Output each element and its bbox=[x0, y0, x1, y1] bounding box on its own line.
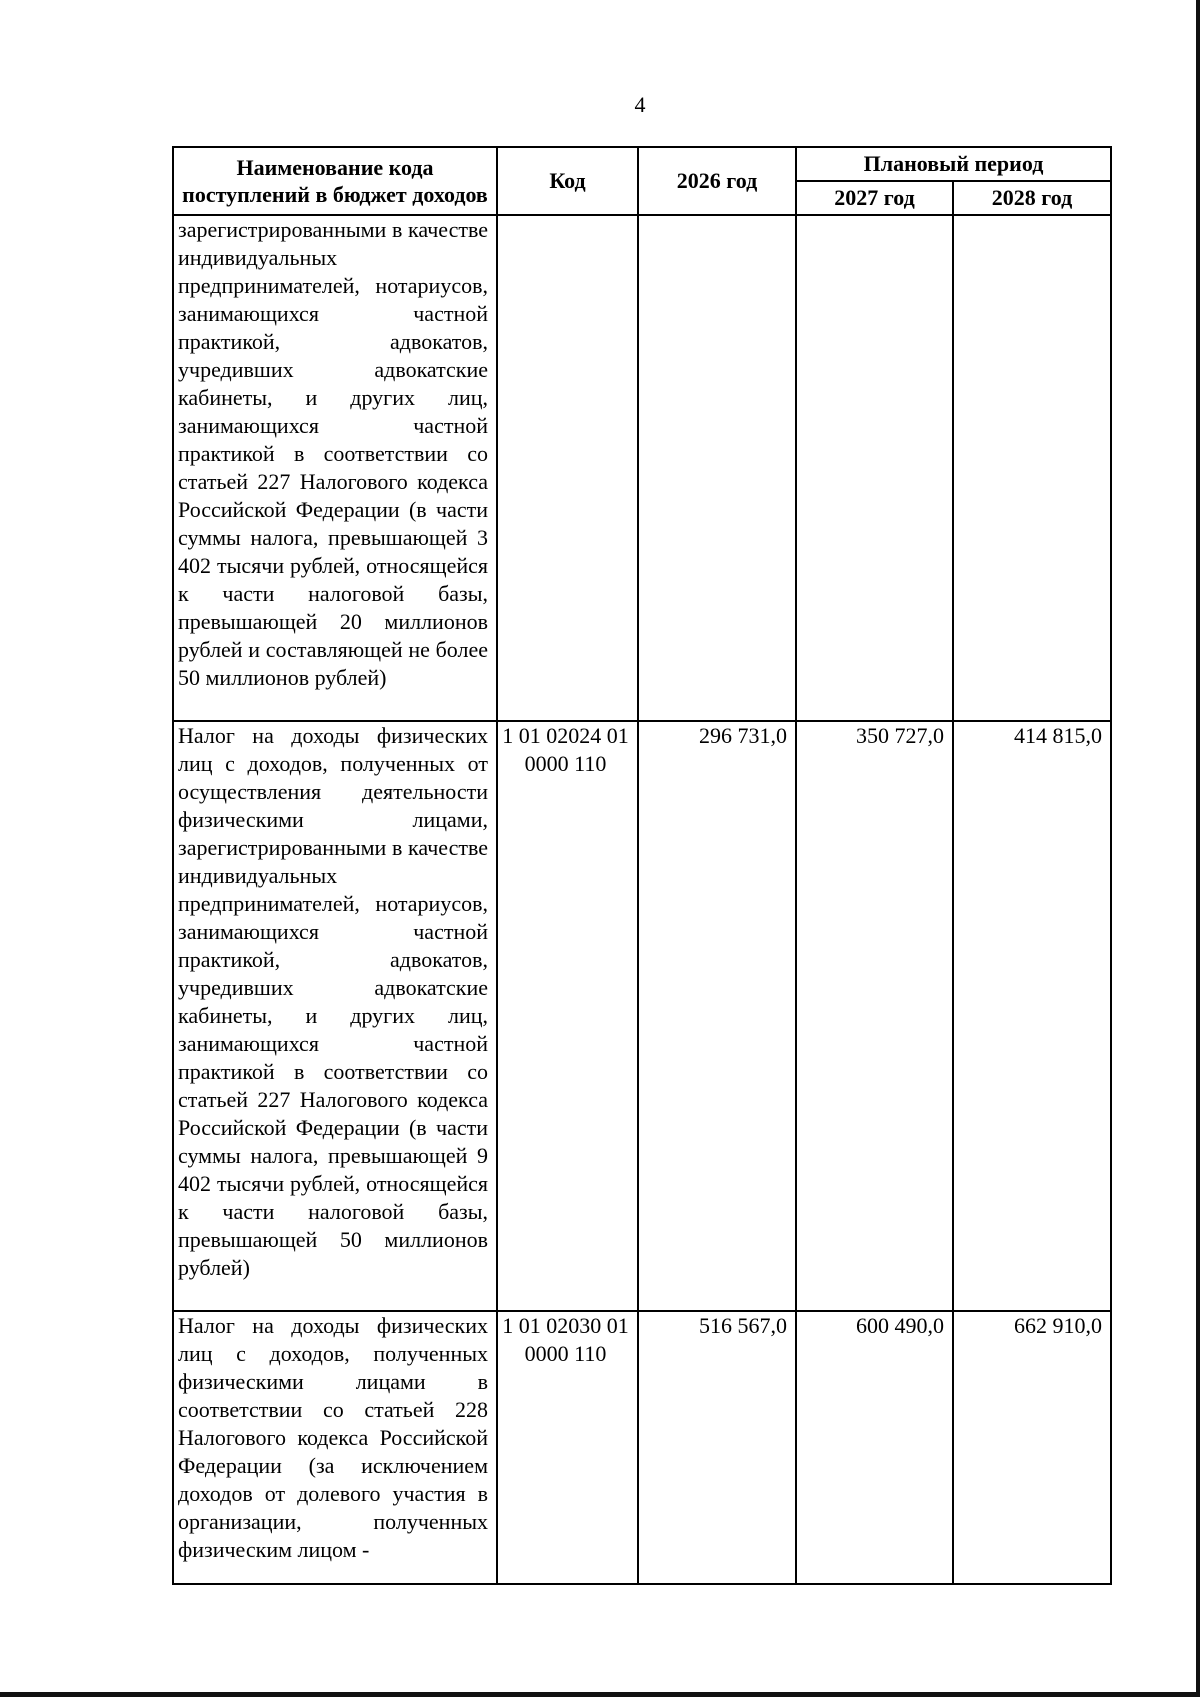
row-code: 1 01 02024 01 0000 110 bbox=[497, 721, 638, 1311]
row-name: Налог на доходы физических лиц с доходов, полученных от осуществления деятельности физическими лицами, зарегистрированными в качестве индивидуальных предпринимателей, нотариусов, занимающихся частной практикой, адвокатов, учредивших адвокатские кабинеты, и других лиц, занимающихся частной практикой в соответствии со статьей 227 Налогового кодекса Российской Федерации (в части суммы налога, превышающей 9 402 тысячи рублей, относящейся к части налоговой базы, превышающей 50 миллионов рублей) bbox=[173, 721, 497, 1311]
budget-revenue-table bbox=[172, 146, 1112, 1585]
row-2027 bbox=[796, 215, 953, 721]
row-2027: 600 490,0 bbox=[796, 1311, 953, 1584]
header-plan-period: Плановый период bbox=[796, 147, 1111, 181]
row-2026: 296 731,0 bbox=[638, 721, 796, 1311]
table-row bbox=[173, 721, 1111, 1311]
page-edge-bottom bbox=[0, 1692, 1200, 1697]
row-name: Налог на доходы физических лиц с доходов, полученных физическими лицами в соответствии со статьей 228 Налогового кодекса Российской Федерации (за исключением доходов от долевого участия в организации, полученных физическим лицом - bbox=[173, 1311, 497, 1584]
row-code: 1 01 02030 01 0000 110 bbox=[497, 1311, 638, 1584]
header-code: Код bbox=[497, 147, 638, 215]
row-2028 bbox=[953, 215, 1111, 721]
table-row bbox=[173, 1311, 1111, 1584]
table-header bbox=[173, 147, 1111, 215]
row-2028: 414 815,0 bbox=[953, 721, 1111, 1311]
page-number: 4 bbox=[634, 92, 646, 117]
table-row bbox=[173, 215, 1111, 721]
row-name: зарегистрированными в качестве индивидуальных предпринимателей, нотариусов, занимающихся частной практикой, адвокатов, учредивших адвокатские кабинеты, и других лиц, занимающихся частной практикой в соответствии со статьей 227 Налогового кодекса Российской Федерации (в части суммы налога, превышающей 3 402 тысячи рублей, относящейся к части налоговой базы, превышающей 20 миллионов рублей и составляющей не более 50 миллионов рублей) bbox=[173, 215, 497, 721]
row-2027: 350 727,0 bbox=[796, 721, 953, 1311]
row-2026: 516 567,0 bbox=[638, 1311, 796, 1584]
header-name: Наименование кода поступлений в бюджет доходов bbox=[173, 147, 497, 215]
header-2028: 2028 год bbox=[953, 181, 1111, 215]
row-code bbox=[497, 215, 638, 721]
header-2027: 2027 год bbox=[796, 181, 953, 215]
row-2028: 662 910,0 bbox=[953, 1311, 1111, 1584]
page-edge-right bbox=[1196, 0, 1200, 1697]
header-2026: 2026 год bbox=[638, 147, 796, 215]
row-2026 bbox=[638, 215, 796, 721]
